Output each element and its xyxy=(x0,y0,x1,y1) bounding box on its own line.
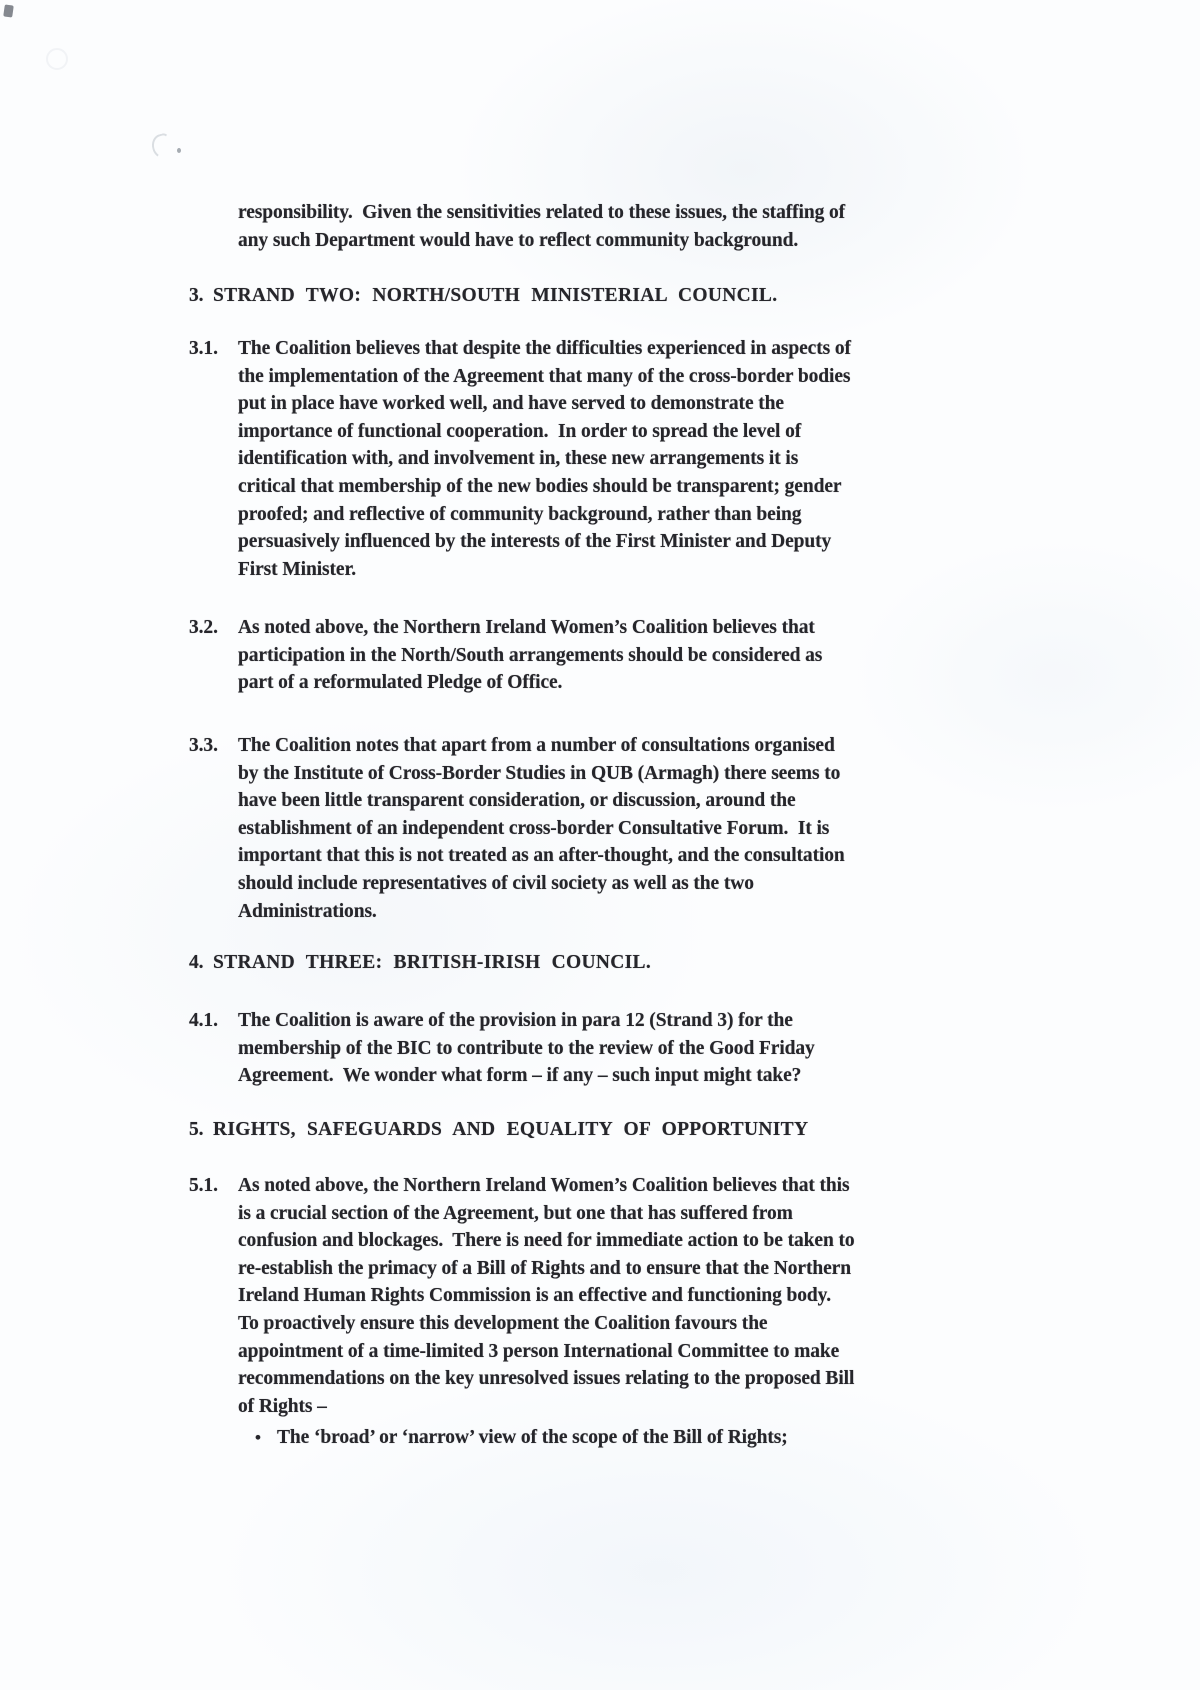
section-heading-5 xyxy=(189,1116,808,1144)
text-line: re-establish the primacy of a Bill of Rights and to ensure that the Northern xyxy=(238,1257,851,1279)
text-line: To proactively ensure this development the Coalition favours the xyxy=(238,1312,768,1334)
text-line: should include representatives of civil society as well as the two xyxy=(238,872,754,894)
heading-title: RIGHTS, SAFEGUARDS AND EQUALITY OF OPPORTUNITY xyxy=(213,1119,809,1140)
heading-title: STRAND TWO: NORTH/SOUTH MINISTERIAL COUNCIL. xyxy=(213,285,778,306)
text-line: As noted above, the Northern Ireland Women’s Coalition believes that xyxy=(238,617,815,638)
section-number: 4.1. xyxy=(189,1010,218,1031)
text-line: by the Institute of Cross-Border Studies in QUB (Armagh) there seems to xyxy=(238,762,841,784)
scan-speck xyxy=(46,48,68,70)
text-line: appointment of a time-limited 3 person International Committee to make xyxy=(238,1340,840,1362)
section-heading-3 xyxy=(189,282,777,310)
section-number: 5. xyxy=(189,1119,204,1140)
text-line: Administrations. xyxy=(238,900,377,922)
section-number: 4. xyxy=(189,952,204,973)
section-number: 3.1. xyxy=(189,338,218,359)
section-number: 3. xyxy=(189,285,204,306)
scan-speck xyxy=(177,148,181,153)
text-line: identification with, and involvement in, these new arrangements it is xyxy=(238,448,799,470)
paragraph-text xyxy=(238,614,822,697)
paragraph-text xyxy=(238,335,851,583)
section-heading-4 xyxy=(189,949,651,977)
text-line: The Coalition is aware of the provision in para 12 (Strand 3) for the xyxy=(238,1010,793,1031)
scan-speck xyxy=(149,132,175,160)
paragraph-5-1 xyxy=(189,1172,855,1420)
scan-speck xyxy=(3,4,14,17)
text-line: responsibility. Given the sensitivities related to these issues, the staffing of xyxy=(238,202,846,223)
text-line: The Coalition notes that apart from a number of consultations organised xyxy=(238,735,835,756)
text-line: membership of the BIC to contribute to the review of the Good Friday xyxy=(238,1037,815,1059)
text-line: critical that membership of the new bodies should be transparent; gender xyxy=(238,475,842,497)
section-number: 3.2. xyxy=(189,617,218,638)
text-line: of Rights – xyxy=(238,1395,327,1417)
bullet-item xyxy=(255,1424,788,1452)
paragraph-3-3 xyxy=(189,732,845,925)
text-line: put in place have worked well, and have served to demonstrate the xyxy=(238,393,784,415)
text-line: The Coalition believes that despite the difficulties experienced in aspects of xyxy=(238,338,851,359)
text-line: recommendations on the key unresolved issues relating to the proposed Bill xyxy=(238,1368,855,1390)
paragraph-3-2 xyxy=(189,614,822,697)
text-line: the implementation of the Agreement that many of the cross-border bodies xyxy=(238,365,851,387)
text-line: participation in the North/South arrangements should be considered as xyxy=(238,644,823,666)
text-line: important that this is not treated as an after-thought, and the consultation xyxy=(238,845,845,867)
text-line: proofed; and reflective of community background, rather than being xyxy=(238,503,802,525)
section-number: 3.3. xyxy=(189,735,218,756)
paragraph-text xyxy=(238,1007,815,1090)
text-line: part of a reformulated Pledge of Office. xyxy=(238,672,563,694)
text-line: persuasively influenced by the interests of the First Minister and Deputy xyxy=(238,531,832,553)
text-line: Ireland Human Rights Commission is an effective and functioning body. xyxy=(238,1285,831,1307)
text-line: First Minister. xyxy=(238,558,357,580)
paragraph-4-1 xyxy=(189,1007,815,1090)
text-line: establishment of an independent cross-border Consultative Forum. It is xyxy=(238,817,830,839)
text-line: As noted above, the Northern Ireland Women’s Coalition believes that this xyxy=(238,1175,850,1196)
paragraph-intro-continuation xyxy=(238,199,845,254)
section-number: 5.1. xyxy=(189,1175,218,1196)
text-line: confusion and blockages. There is need for immediate action to be taken to xyxy=(238,1230,855,1252)
heading-title: STRAND THREE: BRITISH-IRISH COUNCIL. xyxy=(213,952,652,973)
text-line: Agreement. We wonder what form – if any – such input might take? xyxy=(238,1065,802,1087)
paragraph-text xyxy=(238,732,845,925)
paragraph-text xyxy=(238,1172,855,1420)
text-line: any such Department would have to reflect community background. xyxy=(238,229,799,251)
text-line: importance of functional cooperation. In order to spread the level of xyxy=(238,420,802,442)
text-line: have been little transparent consideration, or discussion, around the xyxy=(238,790,796,812)
bullet-text: The ‘broad’ or ‘narrow’ view of the scope of the Bill of Rights; xyxy=(277,1427,788,1448)
bullet-marker-icon: • xyxy=(255,1428,261,1447)
paragraph-3-1 xyxy=(189,335,851,583)
text-line: is a crucial section of the Agreement, but one that has suffered from xyxy=(238,1202,793,1224)
